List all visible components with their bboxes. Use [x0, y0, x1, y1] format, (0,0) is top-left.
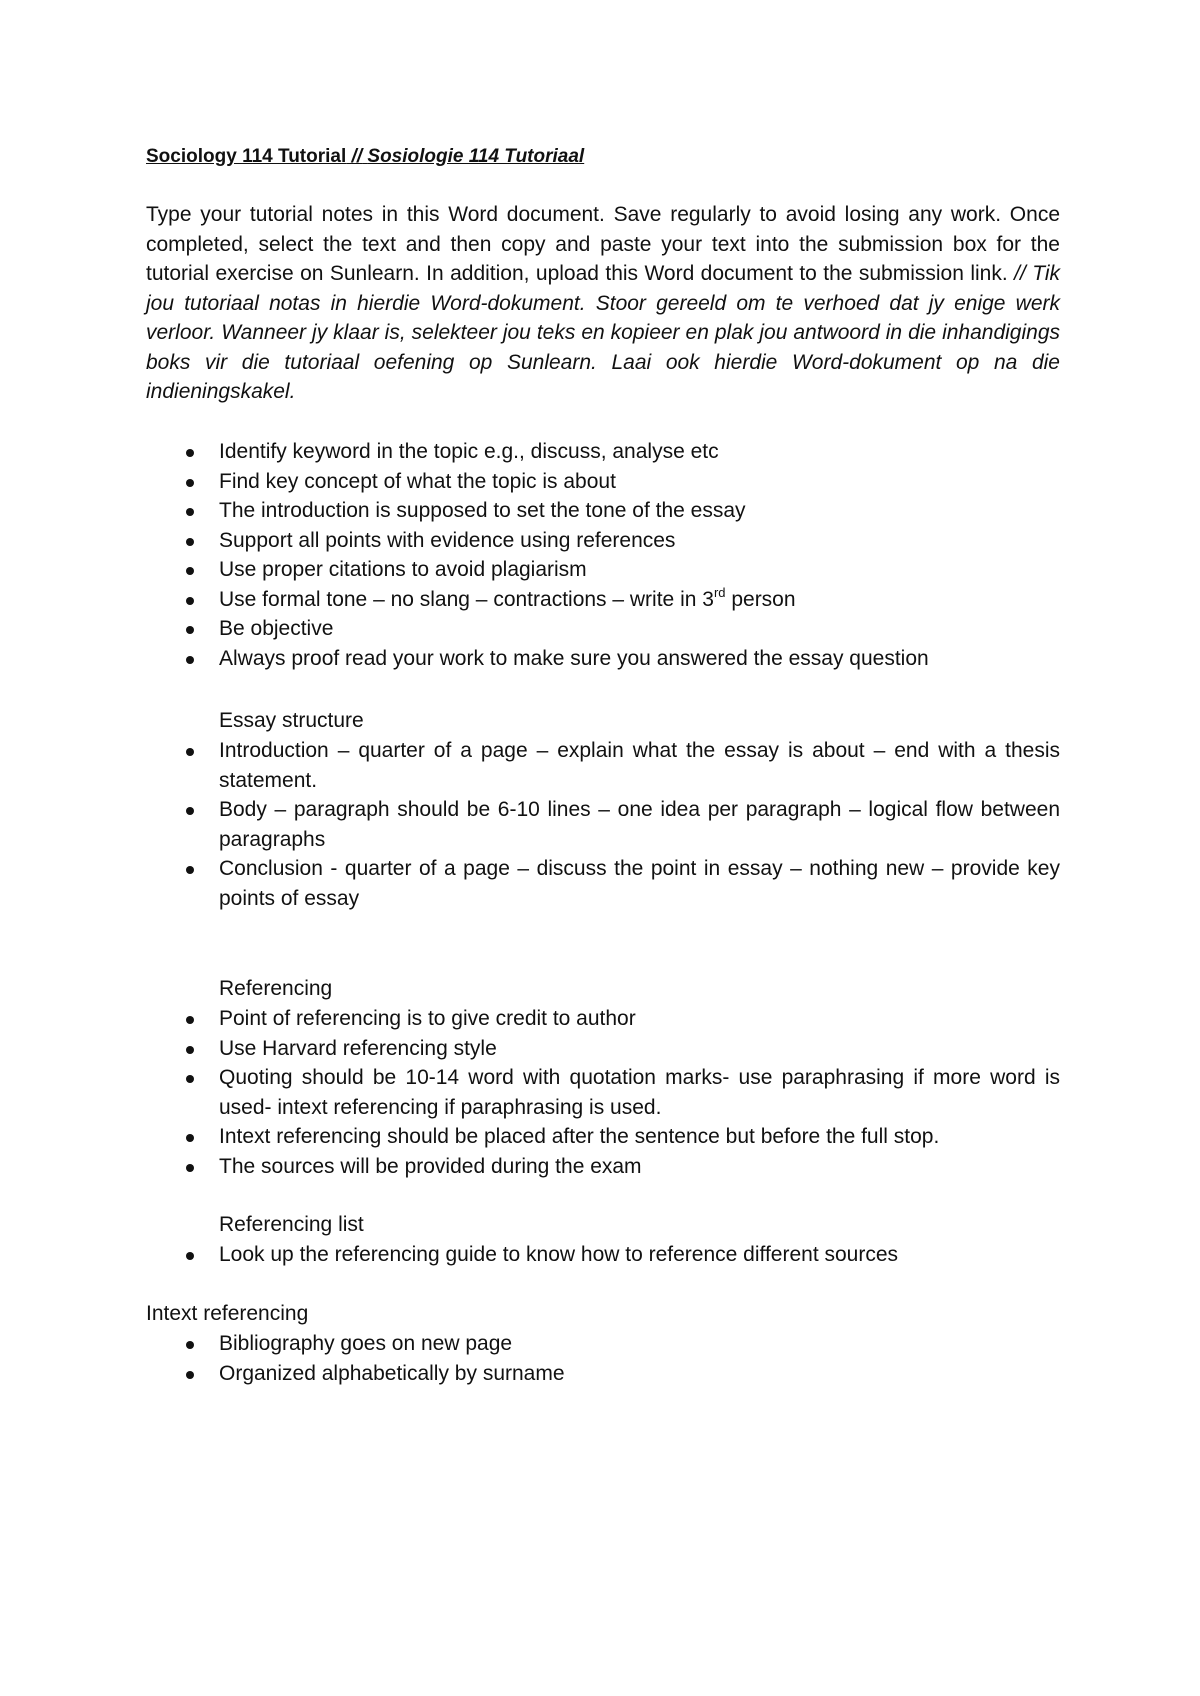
essay-structure-list: [0, 736, 1060, 913]
referencing-heading: Referencing: [219, 977, 333, 1000]
bullet-icon: [186, 597, 194, 605]
document-title: [146, 146, 584, 168]
list-item: The sources will be provided during the exam: [0, 1152, 1060, 1182]
bullet-icon: [186, 748, 194, 756]
bullet-icon: [186, 656, 194, 664]
bullet-icon: [186, 508, 194, 516]
bullet-icon: [186, 1016, 194, 1024]
list-item: Intext referencing should be placed after the sentence but before the full stop.: [0, 1122, 1060, 1152]
bullet-icon: [186, 567, 194, 575]
title-separator: //: [351, 146, 363, 167]
list-item: Conclusion - quarter of a page – discuss the point in essay – nothing new – provide key points of essay: [0, 854, 1060, 913]
list-item: Quoting should be 10-14 word with quotation marks- use paraphrasing if more word is used- intext referencing if paraphrasing is used.: [0, 1063, 1060, 1122]
referencing-list-items: [0, 1240, 1060, 1270]
list-item: Identify keyword in the topic e.g., discuss, analyse etc: [0, 437, 1060, 467]
intext-referencing-list: [0, 1329, 1060, 1388]
referencing-list-heading: Referencing list: [219, 1213, 364, 1236]
title-text: Sociology 114 Tutorial: [146, 146, 347, 167]
bullet-icon: [186, 1371, 194, 1379]
superscript-rd: rd: [713, 584, 726, 600]
bullet-icon: [186, 1341, 194, 1349]
list-item: Use Harvard referencing style: [0, 1034, 1060, 1064]
list-item: Introduction – quarter of a page – explain what the essay is about – end with a thesis statement.: [0, 736, 1060, 795]
list-item: Find key concept of what the topic is about: [0, 467, 1060, 497]
list-item: Bibliography goes on new page: [0, 1329, 1060, 1359]
bullet-icon: [186, 1046, 194, 1054]
bullet-icon: [186, 626, 194, 634]
list-item: Be objective: [0, 614, 1060, 644]
bullet-icon: [186, 1134, 194, 1142]
list-item: Support all points with evidence using references: [0, 526, 1060, 556]
essay-structure-heading: Essay structure: [219, 709, 364, 732]
bullet-icon: [186, 807, 194, 815]
list-item: Use formal tone – no slang – contractions – write in 3rd person: [0, 585, 1060, 615]
list-item: Always proof read your work to make sure you answered the essay question: [0, 644, 1060, 674]
intro-english: Type your tutorial notes in this Word document. Save regularly to avoid losing any work. Once completed, select the text and then copy and paste your text into the submission box for the tutorial exercise on Sunlearn. In addition, upload this Word document to the submission link.: [146, 203, 1060, 285]
bullet-icon: [186, 1164, 194, 1172]
intext-referencing-heading: Intext referencing: [146, 1302, 309, 1325]
bullet-icon: [186, 538, 194, 546]
list-item: Point of referencing is to give credit to author: [0, 1004, 1060, 1034]
bullet-icon: [186, 449, 194, 457]
bullet-icon: [186, 1075, 194, 1083]
tips-list: [0, 437, 1060, 673]
list-item: Body – paragraph should be 6-10 lines – one idea per paragraph – logical flow between paragraphs: [0, 795, 1060, 854]
list-item: The introduction is supposed to set the tone of the essay: [0, 496, 1060, 526]
list-item: Use proper citations to avoid plagiarism: [0, 555, 1060, 585]
bullet-icon: [186, 1252, 194, 1260]
bullet-icon: [186, 866, 194, 874]
intro-afrikaans: // Tik jou tutoriaal notas in hierdie Word-dokument. Stoor gereeld om te verhoed dat jy enige werk verloor. Wanneer jy klaar is, selekteer jou teks en kopieer en plak jou antwoord in die inhandigings boks vir die tutoriaal oefening op Sunlearn. Laai ook hierdie Word-dokument op na die indieningskakel.: [146, 262, 1061, 403]
title-translation: Sosiologie 114 Tutoriaal: [367, 146, 585, 167]
list-item: Look up the referencing guide to know how to reference different sources: [0, 1240, 1060, 1270]
intro-paragraph: [146, 200, 1060, 407]
referencing-list: [0, 1004, 1060, 1181]
list-item: Organized alphabetically by surname: [0, 1359, 1060, 1389]
bullet-icon: [186, 479, 194, 487]
